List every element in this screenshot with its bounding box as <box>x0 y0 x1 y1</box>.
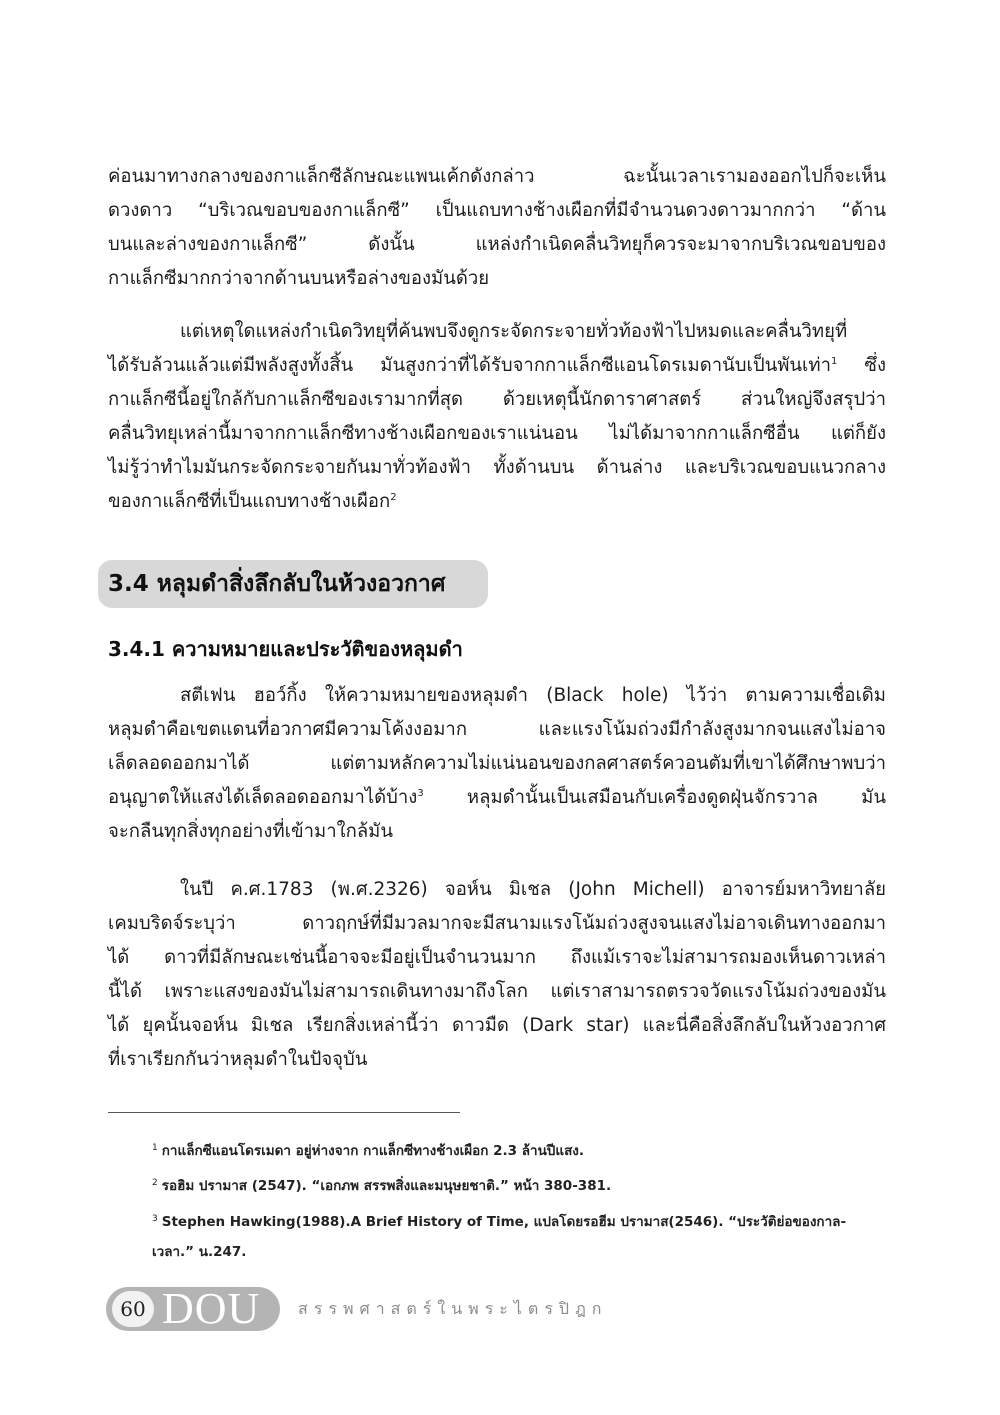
paragraph-line: คลื่นวิทยุเหล่านี้มาจากกาแล็กซีทางช้างเผือกของเราแน่นอน ไม่ได้มาจากกาแล็กซีอื่น แต่ก็ยัง <box>108 423 886 444</box>
footnote-number: 1 <box>152 1142 158 1153</box>
footnote-number: 2 <box>152 1177 158 1188</box>
footnote-text: Stephen Hawking(1988).A Brief History of Time, แปลโดยรอฮีม ปรามาส(2546). “ประวัติย่อของกาล- <box>161 1214 847 1230</box>
paragraph-line <box>108 349 886 383</box>
footnote-divider <box>108 1112 460 1113</box>
paragraph-line: ดวงดาว “บริเวณขอบของกาแล็กซี” เป็นแถบทางช้างเผือกที่มีจำนวนดวงดาวมากกว่า “ด้าน <box>108 200 886 221</box>
footnote-ref-2[interactable]: 2 <box>390 491 397 503</box>
line-text: อนุญาตให้แสงได้เล็ดลอดออกมาได้บ้าง <box>108 787 418 808</box>
paragraph-line: บนและล่างของกาแล็กซี” ดังนั้น แหล่งกำเนิดคลื่นวิทยุก็ควรจะมาจากบริเวณขอบของ <box>108 234 886 255</box>
paragraph-line: เล็ดลอดออกมาได้ แต่ตามหลักความไม่แน่นอนของกลศาสตร์ควอนตัมที่เขาได้ศึกษาพบว่า <box>108 753 886 774</box>
paragraph-line: เคมบริดจ์ระบุว่า ดาวฤกษ์ที่มีมวลมากจะมีสนามแรงโน้มถ่วงสูงจนแสงไม่อาจเดินทางออกมา <box>108 913 886 934</box>
footnote-text: กาแล็กซีแอนโดรเมดา อยู่ห่างจาก กาแล็กซีทางช้างเผือก 2.3 ล้านปีแสง. <box>161 1143 585 1159</box>
footnote-ref-1[interactable]: 1 <box>830 355 838 367</box>
page-number: 60 <box>112 1291 154 1327</box>
paragraph-line: ที่เราเรียกกันว่าหลุมดำในปัจจุบัน <box>108 1049 368 1070</box>
paragraph-black-hole-definition <box>108 679 886 849</box>
line-text: ซึ่ง <box>837 355 886 376</box>
paragraph-line: หลุมดำคือเขตแดนที่อวกาศมีความโค้งงอมาก และแรงโน้มถ่วงมีกำลังสูงมากจนแสงไม่อาจ <box>108 719 886 740</box>
paragraph-continuation <box>108 160 886 296</box>
paragraph-line: ค่อนมาทางกลางของกาแล็กซีลักษณะแพนเค้กดังกล่าว ฉะนั้นเวลาเรามองออกไปก็จะเห็น <box>108 166 886 187</box>
footnote-line <box>152 1207 882 1237</box>
paragraph-line: จะกลืนทุกสิ่งทุกอย่างที่เข้ามาใกล้มัน <box>108 821 393 842</box>
paragraph-line: ได้ ยุคนั้นจอห์น มิเชล เรียกสิ่งเหล่านี้ว่า ดาวมืด (Dark star) และนี่คือสิ่งลึกลับในห้วงอวกาศ <box>108 1015 886 1036</box>
footnote-ref-3[interactable]: 3 <box>417 787 424 799</box>
line-text: ได้รับล้วนแล้วแต่มีพลังสูงทั้งสิ้น มันสูงกว่าที่ได้รับจากกาแล็กซีแอนโดรเมดานับเป็นพันเท่า <box>108 355 831 376</box>
paragraph-line <box>108 485 886 519</box>
book-title: สรรพศาสตร์ในพระไตรปิฎก <box>298 1299 608 1318</box>
subsection-heading: 3.4.1 ความหมายและประวัติของหลุมดำ <box>108 637 463 661</box>
paragraph-line <box>108 781 886 815</box>
paragraph-line: ไม่รู้ว่าทำไมมันกระจัดกระจายกันมาทั่วท้องฟ้า ทั้งด้านบน ด้านล่าง และบริเวณขอบแนวกลาง <box>108 457 886 478</box>
paragraph-line: กาแล็กซีนี้อยู่ใกล้กับกาแล็กซีของเรามากที่สุด ด้วยเหตุนี้นักดาราศาสตร์ ส่วนใหญ่จึงสรุปว่า <box>108 389 886 410</box>
footnote-2 <box>152 1171 882 1201</box>
paragraph-john-michell <box>108 873 886 1077</box>
paragraph-radio-sources <box>108 315 886 519</box>
paragraph-line: สตีเฟน ฮอว์กิ้ง ให้ความหมายของหลุมดำ (Black hole) ไว้ว่า ตามความเชื่อเดิม <box>180 685 886 706</box>
footnote-number: 3 <box>152 1213 158 1224</box>
line-text: ของกาแล็กซีที่เป็นแถบทางช้างเผือก <box>108 491 391 512</box>
section-heading: 3.4 หลุมดำสิ่งลึกลับในห้วงอวกาศ <box>108 571 446 597</box>
paragraph-line: ในปี ค.ศ.1783 (พ.ศ.2326) จอห์น มิเชล (John Michell) อาจารย์มหาวิทยาลัย <box>180 879 886 900</box>
footnote-3 <box>152 1207 882 1267</box>
footnote-1 <box>152 1136 882 1166</box>
dou-logo: DOU <box>162 1284 261 1333</box>
footnote-text: รอฮิม ปรามาส (2547). “เอกภพ สรรพสิ่งและมนุษยชาติ.” หน้า 380-381. <box>161 1178 612 1194</box>
paragraph-line: กาแล็กซีมากกว่าจากด้านบนหรือล่างของมันด้วย <box>108 268 490 289</box>
paragraph-line: นี้ได้ เพราะแสงของมันไม่สามารถเดินทางมาถึงโลก แต่เราสามารถตรวจวัดแรงโน้มถ่วงของมัน <box>108 981 886 1002</box>
footnote-line: เวลา.” น.247. <box>152 1244 247 1260</box>
paragraph-line: แต่เหตุใดแหล่งกำเนิดวิทยุที่ค้นพบจึงดูกระจัดกระจายทั่วท้องฟ้าไปหมดและคลื่นวิทยุที่ <box>180 321 848 342</box>
line-text: หลุมดำนั้นเป็นเสมือนกับเครื่องดูดฝุ่นจักรวาล มัน <box>423 787 886 808</box>
paragraph-line: ได้ ดาวที่มีลักษณะเช่นนี้อาจจะมีอยู่เป็นจำนวนมาก ถึงแม้เราจะไม่สามารถมองเห็นดาวเหล่า <box>108 947 886 968</box>
